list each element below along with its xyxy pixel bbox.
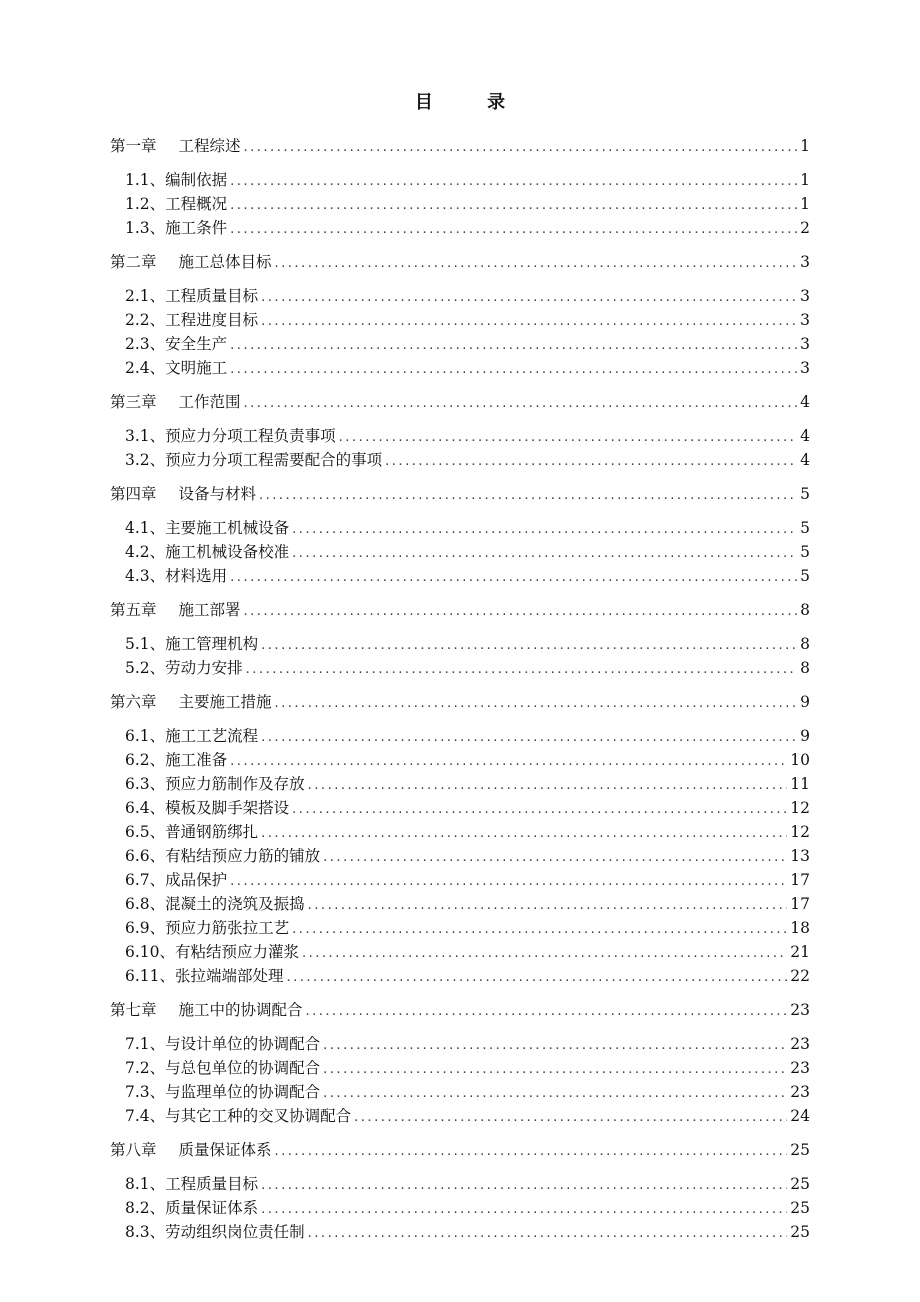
toc-entry-number: 6.3、 — [125, 775, 166, 793]
toc-section-entry[interactable] — [110, 448, 810, 472]
toc-leader-dots — [230, 194, 797, 218]
toc-entry-label: 施工机械设备校准 — [165, 543, 290, 561]
toc-section-entry[interactable] — [110, 356, 810, 380]
toc-chapter-entry[interactable] — [110, 1138, 810, 1162]
toc-entry-label: 文明施工 — [165, 359, 228, 377]
toc-entry-page-number: 23 — [790, 1035, 810, 1053]
toc-leader-dots — [287, 966, 788, 990]
toc-entry-number: 4.2、 — [125, 543, 166, 561]
toc-entry-page-number: 8 — [800, 601, 810, 619]
toc-leader-dots — [339, 426, 797, 450]
toc-section-entry[interactable] — [110, 564, 810, 588]
toc-entry-page-number: 17 — [790, 895, 810, 913]
toc-leader-dots — [292, 518, 797, 542]
toc-entry-number: 7.2、 — [125, 1059, 166, 1077]
toc-entry-label: 施工管理机构 — [165, 635, 259, 653]
toc-entry-label: 与设计单位的协调配合 — [165, 1035, 321, 1053]
toc-entry-label: 主要施工机械设备 — [165, 519, 290, 537]
toc-section-entry[interactable] — [110, 192, 810, 216]
toc-leader-dots — [261, 634, 797, 658]
toc-entry-label: 工作范围 — [178, 393, 241, 411]
toc-entry-label: 质量保证体系 — [165, 1199, 259, 1217]
toc-entry-page-number: 25 — [790, 1141, 810, 1159]
toc-entry-number: 6.11、 — [125, 967, 176, 985]
toc-leader-dots — [308, 894, 788, 918]
toc-entry-number: 6.4、 — [125, 799, 166, 817]
toc-leader-dots — [244, 136, 798, 160]
toc-entry-number: 第七章 — [110, 1001, 157, 1019]
toc-entry-page-number: 3 — [800, 253, 810, 271]
toc-entry-number: 第一章 — [110, 137, 157, 155]
toc-entry-number: 6.5、 — [125, 823, 166, 841]
toc-entry-number: 6.7、 — [125, 871, 166, 889]
toc-section-entry[interactable] — [110, 820, 810, 844]
toc-entry-number: 6.8、 — [125, 895, 166, 913]
toc-section-entry[interactable] — [110, 916, 810, 940]
toc-leader-dots — [230, 170, 797, 194]
toc-section-entry[interactable] — [110, 868, 810, 892]
toc-entry-number: 3.1、 — [125, 427, 166, 445]
toc-leader-dots — [292, 542, 797, 566]
toc-entry-page-number: 13 — [790, 847, 810, 865]
toc-entry-number: 7.1、 — [125, 1035, 166, 1053]
toc-entry-label: 与总包单位的协调配合 — [165, 1059, 321, 1077]
toc-section-entry[interactable] — [110, 1196, 810, 1220]
toc-entry-label: 预应力筋制作及存放 — [165, 775, 305, 793]
toc-entry-page-number: 22 — [790, 967, 810, 985]
toc-leader-dots — [275, 252, 798, 276]
toc-leader-dots — [261, 310, 797, 334]
toc-entry-label: 设备与材料 — [178, 485, 257, 503]
toc-entry-label: 施工中的协调配合 — [178, 1001, 303, 1019]
toc-entry-page-number: 18 — [790, 919, 810, 937]
toc-entry-number: 5.2、 — [125, 659, 166, 677]
toc-section-entry[interactable] — [110, 168, 810, 192]
toc-section-entry[interactable] — [110, 964, 810, 988]
toc-entry-label: 有粘结预应力筋的铺放 — [165, 847, 321, 865]
toc-entry-label: 施工条件 — [165, 219, 228, 237]
toc-chapter-entry[interactable] — [110, 250, 810, 274]
toc-entry-number: 7.3、 — [125, 1083, 166, 1101]
toc-entry-number: 3.2、 — [125, 451, 166, 469]
toc-section-entry[interactable] — [110, 1104, 810, 1128]
toc-entry-label: 安全生产 — [165, 335, 228, 353]
toc-entry-page-number: 1 — [800, 171, 810, 189]
toc-leader-dots — [261, 726, 797, 750]
toc-entry-number: 7.4、 — [125, 1107, 166, 1125]
toc-entry-page-number: 8 — [800, 659, 810, 677]
toc-title: 目 录 — [414, 92, 530, 113]
toc-entry-label: 主要施工措施 — [178, 693, 272, 711]
toc-entry-page-number: 24 — [790, 1107, 810, 1125]
toc-leader-dots — [244, 392, 798, 416]
toc-entry-page-number: 23 — [790, 1001, 810, 1019]
toc-entry-page-number: 25 — [790, 1223, 810, 1241]
toc-entry-number: 1.3、 — [125, 219, 166, 237]
toc-leader-dots — [261, 822, 787, 846]
toc-entry-number: 第二章 — [110, 253, 157, 271]
toc-entry-page-number: 9 — [800, 727, 810, 745]
toc-entry-page-number: 9 — [800, 693, 810, 711]
toc-section-entry[interactable] — [110, 656, 810, 680]
toc-leader-dots — [302, 942, 787, 966]
toc-entry-number: 第四章 — [110, 485, 157, 503]
toc-section-entry[interactable] — [110, 724, 810, 748]
toc-entry-page-number: 3 — [800, 335, 810, 353]
toc-entry-number: 1.2、 — [125, 195, 166, 213]
toc-entry-page-number: 21 — [790, 943, 810, 961]
toc-section-entry[interactable] — [110, 940, 810, 964]
toc-section-entry[interactable] — [110, 772, 810, 796]
toc-section-entry[interactable] — [110, 332, 810, 356]
toc-section-entry[interactable] — [110, 1220, 810, 1244]
toc-leader-dots — [354, 1106, 787, 1130]
toc-entry-label: 有粘结预应力灌浆 — [175, 943, 300, 961]
toc-leader-dots — [292, 798, 787, 822]
toc-section-entry[interactable] — [110, 1172, 810, 1196]
toc-section-entry[interactable] — [110, 1032, 810, 1056]
toc-entry-page-number: 10 — [790, 751, 810, 769]
toc-entry-page-number: 3 — [800, 359, 810, 377]
toc-entry-label: 劳动组织岗位责任制 — [165, 1223, 305, 1241]
toc-leader-dots — [230, 334, 797, 358]
toc-entry-page-number: 5 — [800, 519, 810, 537]
toc-section-entry[interactable] — [110, 540, 810, 564]
toc-section-entry[interactable] — [110, 1056, 810, 1080]
toc-entry-number: 8.3、 — [125, 1223, 166, 1241]
toc-entry-page-number: 3 — [800, 287, 810, 305]
toc-entry-label: 模板及脚手架搭设 — [165, 799, 290, 817]
toc-leader-dots — [246, 658, 797, 682]
toc-entry-page-number: 5 — [800, 543, 810, 561]
toc-section-entry[interactable] — [110, 844, 810, 868]
toc-entry-number: 第五章 — [110, 601, 157, 619]
toc-entry-label: 与其它工种的交叉协调配合 — [165, 1107, 352, 1125]
toc-entry-page-number: 5 — [800, 567, 810, 585]
toc-entry-page-number: 12 — [790, 823, 810, 841]
toc-section-entry[interactable] — [110, 424, 810, 448]
toc-entry-number: 6.6、 — [125, 847, 166, 865]
toc-leader-dots — [306, 1000, 788, 1024]
toc-section-entry[interactable] — [110, 216, 810, 240]
toc-entry-label: 预应力分项工程负责事项 — [165, 427, 336, 445]
toc-entry-number: 2.2、 — [125, 311, 166, 329]
toc-leader-dots — [308, 1222, 788, 1246]
toc-entry-page-number: 4 — [800, 427, 810, 445]
toc-leader-dots — [275, 1140, 788, 1164]
toc-leader-dots — [323, 1082, 787, 1106]
toc-section-entry[interactable] — [110, 516, 810, 540]
toc-section-entry[interactable] — [110, 308, 810, 332]
toc-entry-page-number: 3 — [800, 311, 810, 329]
toc-chapter-entry[interactable] — [110, 690, 810, 714]
toc-entry-label: 预应力分项工程需要配合的事项 — [165, 451, 383, 469]
toc-entry-label: 施工总体目标 — [178, 253, 272, 271]
toc-entry-page-number: 25 — [790, 1175, 810, 1193]
toc-leader-dots — [261, 286, 797, 310]
toc-section-entry[interactable] — [110, 1080, 810, 1104]
toc-entry-page-number: 23 — [790, 1083, 810, 1101]
toc-chapter-entry[interactable] — [110, 482, 810, 506]
toc-leader-dots — [308, 774, 788, 798]
toc-leader-dots — [230, 218, 797, 242]
toc-entry-page-number: 11 — [790, 775, 810, 793]
toc-entry-number: 6.1、 — [125, 727, 166, 745]
toc-section-entry[interactable] — [110, 892, 810, 916]
toc-entry-label: 普通钢筋绑扎 — [165, 823, 259, 841]
toc-leader-dots — [230, 566, 797, 590]
toc-leader-dots — [259, 484, 797, 508]
toc-entry-number: 第三章 — [110, 393, 157, 411]
toc-leader-dots — [261, 1174, 787, 1198]
toc-entry-number: 6.10、 — [125, 943, 176, 961]
toc-entry-number: 4.3、 — [125, 567, 166, 585]
toc-entry-label: 材料选用 — [165, 567, 228, 585]
toc-section-entry[interactable] — [110, 796, 810, 820]
toc-entry-label: 张拉端端部处理 — [175, 967, 284, 985]
toc-entry-page-number: 4 — [800, 393, 810, 411]
toc-entry-number: 6.9、 — [125, 919, 166, 937]
toc-section-entry[interactable] — [110, 632, 810, 656]
toc-leader-dots — [323, 1034, 787, 1058]
toc-entry-label: 工程质量目标 — [165, 287, 259, 305]
toc-entry-label: 劳动力安排 — [165, 659, 243, 677]
toc-leader-dots — [230, 750, 787, 774]
toc-entry-label: 预应力筋张拉工艺 — [165, 919, 290, 937]
toc-entry-page-number: 1 — [800, 137, 810, 155]
toc-entry-label: 混凝土的浇筑及振捣 — [165, 895, 305, 913]
toc-entry-label: 成品保护 — [165, 871, 228, 889]
toc-entry-page-number: 2 — [800, 219, 810, 237]
toc-entry-number: 5.1、 — [125, 635, 166, 653]
toc-entry-page-number: 23 — [790, 1059, 810, 1077]
toc-leader-dots — [275, 692, 798, 716]
toc-leader-dots — [292, 918, 787, 942]
toc-leader-dots — [261, 1198, 787, 1222]
toc-chapter-entry[interactable] — [110, 998, 810, 1022]
toc-leader-dots — [385, 450, 797, 474]
toc-section-entry[interactable] — [110, 748, 810, 772]
toc-entry-page-number: 12 — [790, 799, 810, 817]
toc-entry-number: 6.2、 — [125, 751, 166, 769]
toc-leader-dots — [230, 870, 787, 894]
toc-entry-number: 2.1、 — [125, 287, 166, 305]
toc-entry-number: 2.4、 — [125, 359, 166, 377]
toc-entry-label: 施工工艺流程 — [165, 727, 259, 745]
toc-leader-dots — [244, 600, 798, 624]
toc-entry-label: 施工准备 — [165, 751, 228, 769]
toc-entry-page-number: 1 — [800, 195, 810, 213]
table-of-contents — [110, 134, 810, 1244]
toc-entry-label: 工程综述 — [178, 137, 241, 155]
toc-entry-number: 1.1、 — [125, 171, 166, 189]
toc-chapter-entry[interactable] — [110, 134, 810, 158]
toc-entry-label: 工程质量目标 — [165, 1175, 259, 1193]
toc-entry-label: 施工部署 — [178, 601, 241, 619]
toc-entry-label: 与监理单位的协调配合 — [165, 1083, 321, 1101]
toc-entry-label: 编制依据 — [165, 171, 228, 189]
toc-entry-page-number: 8 — [800, 635, 810, 653]
toc-leader-dots — [230, 358, 797, 382]
toc-entry-number: 8.2、 — [125, 1199, 166, 1217]
toc-entry-number: 4.1、 — [125, 519, 166, 537]
toc-entry-page-number: 5 — [800, 485, 810, 503]
toc-section-entry[interactable] — [110, 284, 810, 308]
toc-entry-label: 质量保证体系 — [178, 1141, 272, 1159]
toc-chapter-entry[interactable] — [110, 598, 810, 622]
toc-leader-dots — [323, 846, 787, 870]
toc-entry-number: 8.1、 — [125, 1175, 166, 1193]
toc-entry-page-number: 17 — [790, 871, 810, 889]
toc-entry-number: 2.3、 — [125, 335, 166, 353]
toc-entry-label: 工程概况 — [165, 195, 228, 213]
toc-entry-number: 第八章 — [110, 1141, 157, 1159]
toc-entry-page-number: 25 — [790, 1199, 810, 1217]
toc-entry-label: 工程进度目标 — [165, 311, 259, 329]
toc-chapter-entry[interactable] — [110, 390, 810, 414]
toc-entry-page-number: 4 — [800, 451, 810, 469]
toc-leader-dots — [323, 1058, 787, 1082]
toc-entry-number: 第六章 — [110, 693, 157, 711]
